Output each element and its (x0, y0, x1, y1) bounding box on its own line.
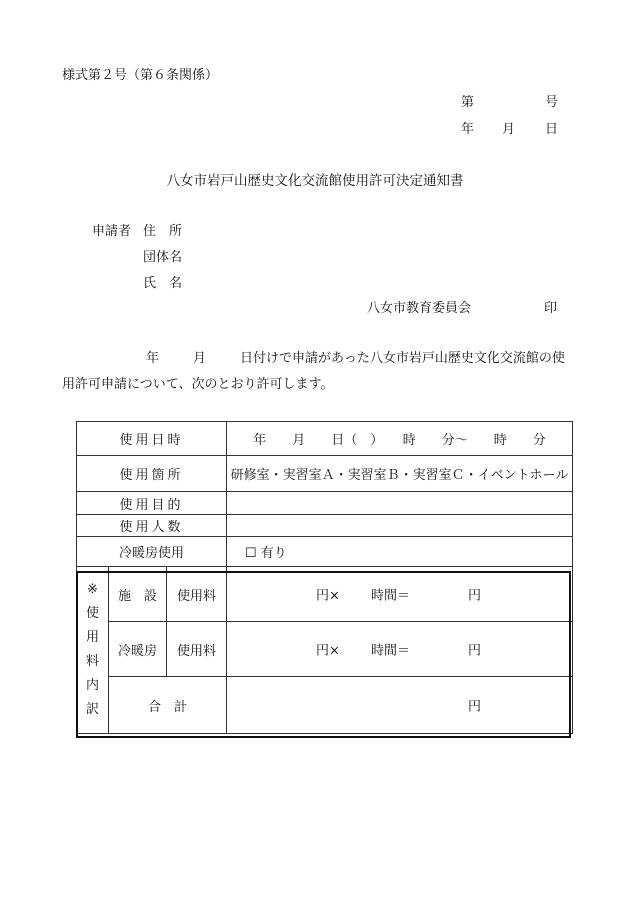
total-label: 合 計 (109, 677, 227, 734)
date-year: 年 (461, 122, 475, 137)
row-use-place (77, 456, 573, 492)
use-place-label: 使用箇所 (77, 456, 227, 492)
row-use-purpose (77, 492, 573, 515)
fee-note-char: ※ (87, 582, 98, 597)
facility-fee-calc (227, 567, 573, 622)
fee-note-char: 使 (85, 606, 99, 621)
facility-yen-times: 円× (316, 588, 340, 604)
fee-note-char: 料 (85, 654, 99, 669)
address-label: 住 所 (143, 224, 183, 239)
body-line-2: 用許可申請について、次のとおり許可します。 (62, 377, 334, 392)
aircon-yen: 円 (468, 643, 482, 659)
facility-fee-label: 使用料 (167, 567, 227, 622)
purpose-value[interactable] (227, 492, 573, 515)
row-fee-aircon (77, 622, 573, 677)
use-people-label: 使用人数 (77, 515, 227, 537)
place-value: 研修室・実習室Ａ・実習室Ｂ・実習室Ｃ・イベントホール (227, 456, 573, 492)
aircon-hours-eq: 時間＝ (371, 643, 411, 659)
aircon-checkbox[interactable]: ☐ 有り (227, 537, 573, 567)
fee-note-vertical (77, 567, 109, 734)
fee-note-char: 用 (85, 630, 99, 645)
body-line-1 (62, 346, 582, 372)
aircon-yen-times: 円× (316, 643, 340, 659)
row-fee-facility (77, 567, 573, 622)
aircon-fee-calc (227, 622, 573, 677)
body-text (62, 346, 582, 398)
body-month: 月 (193, 351, 207, 366)
permit-table (76, 421, 573, 734)
body-line1-rest: 日付けで申請があった八女市岩戸山歴史文化交流館の使 (240, 351, 565, 366)
row-use-people (77, 515, 573, 537)
facility-yen: 円 (468, 588, 482, 604)
document-title: 八女市岩戸山歴史文化交流館使用許可決定通知書 (166, 173, 464, 189)
people-value[interactable] (227, 515, 573, 537)
aircon-fee-label: 使用料 (167, 622, 227, 677)
fee-note-char: 訳 (85, 702, 99, 717)
date-day: 日 (545, 122, 559, 137)
aircon-row-label: 冷暖房 (109, 622, 167, 677)
row-aircon (77, 537, 573, 567)
body-year: 年 (146, 351, 160, 366)
issuer-board: 八女市教育委員会 (367, 301, 472, 316)
aircon-label: 冷暖房使用 (77, 537, 227, 567)
datetime-value: 年 月 日（ ） 時 分〜 時 分 (227, 422, 573, 456)
organization-label: 団体名 (143, 250, 183, 265)
number-dai: 第 (461, 95, 475, 110)
date-month: 月 (502, 122, 516, 137)
facility-label: 施 設 (109, 567, 167, 622)
form-number: 様式第２号（第６条関係） (62, 68, 219, 83)
fee-note-char: 内 (85, 678, 99, 693)
row-fee-total (77, 677, 573, 734)
number-go: 号 (545, 95, 559, 110)
applicant-label: 申請者 (92, 224, 132, 239)
use-datetime-label: 使用日時 (77, 422, 227, 456)
total-yen: 円 (468, 699, 482, 715)
total-value (227, 677, 573, 734)
seal-mark: 印 (544, 301, 558, 316)
row-use-datetime (77, 422, 573, 456)
facility-hours-eq: 時間＝ (371, 588, 411, 604)
use-purpose-label: 使用目的 (77, 492, 227, 515)
name-label: 氏 名 (143, 276, 183, 291)
